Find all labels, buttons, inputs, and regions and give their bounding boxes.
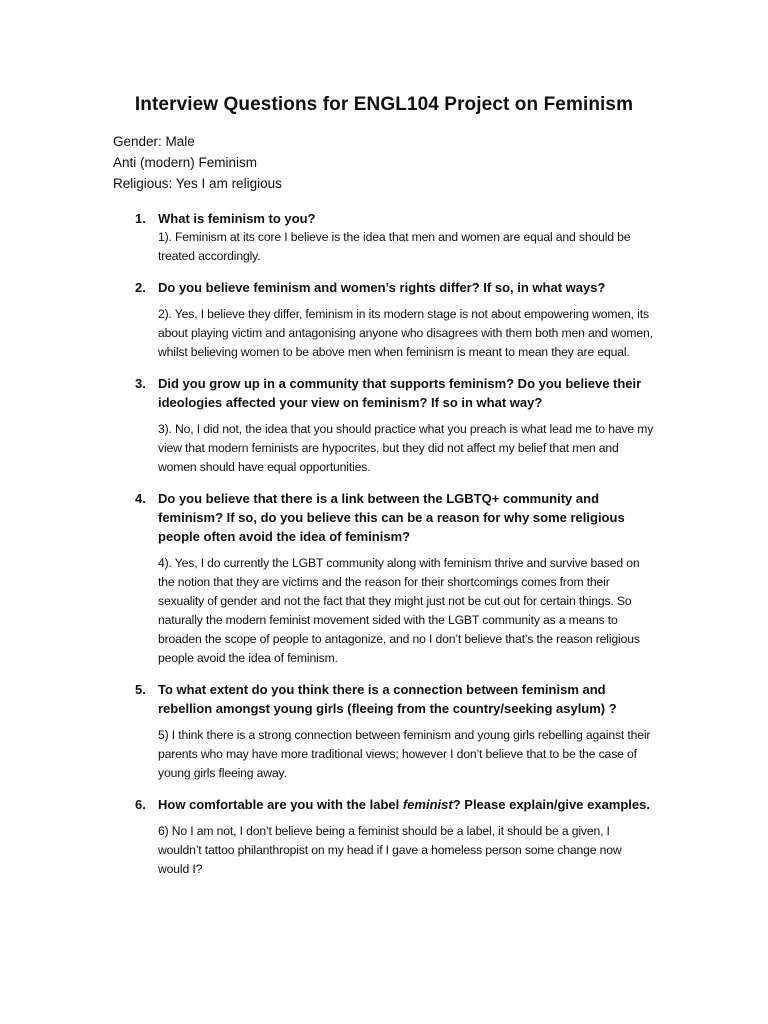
question-text: Do you believe feminism and women’s rights differ? If so, in what ways? <box>158 280 606 295</box>
question-text: Did you grow up in a community that supports feminism? Do you believe their ideologies affected your view on feminism? If so in what way? <box>158 376 642 410</box>
answer-text: 1). Feminism at its core I believe is the idea that men and women are equal and should be treated accordingly. <box>158 230 631 263</box>
question-item-2 <box>135 278 655 362</box>
question-item-6 <box>135 795 655 879</box>
question-text <box>158 795 655 814</box>
answer-text: 5) I think there is a strong connection between feminism and young girls rebelling against their parents who may have more traditional views; however I don’t believe that to be the case of young girls fleeing away. <box>158 728 651 780</box>
question-item-4 <box>135 489 655 668</box>
religious-line: Religious: Yes I am religious <box>113 176 282 191</box>
question-text: Do you believe that there is a link between the LGBTQ+ community and feminism? If so, do you believe this can be a reason for why some religious people often avoid the idea of feminism? <box>158 491 625 544</box>
question-number: 5. <box>135 682 146 697</box>
answer-text: 6) No I am not, I don’t believe being a feminist should be a label, it should be a given, I wouldn’t tattoo philanthropist on my head if I gave a homeless person some change now would I? <box>158 824 622 876</box>
question-text: To what extent do you think there is a connection between feminism and rebellion amongst young girls (fleeing from the country/seeking asylum) ? <box>158 682 617 716</box>
question-item-3 <box>135 374 655 477</box>
interviewee-info <box>113 131 282 194</box>
answer-text: 4). Yes, I do currently the LGBT community along with feminism thrive and survive based on the notion that they are victims and the reason for their shortcomings comes from their sexuality of gender and not the fact that they might just not be cut out for certain things. So naturally the modern feminist movement sided with the LGBT community as a means to broaden the scope of people to antagonize, and no I don’t believe that’s the reason religious people avoid the idea of feminism. <box>158 556 640 665</box>
question-text-end: ? Please explain/give examples. <box>452 797 650 812</box>
answer-text: 3). No, I did not, the idea that you should practice what you preach is what lead me to have my view that modern feminists are hypocrites, but they did not affect my belief that men and women should have equal opportunities. <box>158 422 654 474</box>
page-title: Interview Questions for ENGL104 Project on Feminism <box>134 94 634 115</box>
question-text: What is feminism to you? <box>158 211 316 226</box>
question-number: 4. <box>135 491 146 506</box>
question-number: 2. <box>135 280 146 295</box>
question-item-1 <box>135 209 655 266</box>
question-text-start: How comfortable are you with the label <box>158 797 403 812</box>
question-text-italic: feminist <box>402 797 453 812</box>
question-number: 1. <box>135 211 146 226</box>
gender-line: Gender: Male <box>113 134 195 149</box>
question-list <box>135 209 655 879</box>
answer-text: 2). Yes, I believe they differ, feminism in its modern stage is not about empowering women, its about playing victim and antagonising anyone who disagrees with them both men and women, whilst believing women to be above men when feminism is meant to mean they are equal. <box>158 307 653 359</box>
question-number: 3. <box>135 376 146 391</box>
question-item-5 <box>135 680 655 783</box>
stance-line: Anti (modern) Feminism <box>113 155 258 170</box>
question-number: 6. <box>135 797 146 812</box>
